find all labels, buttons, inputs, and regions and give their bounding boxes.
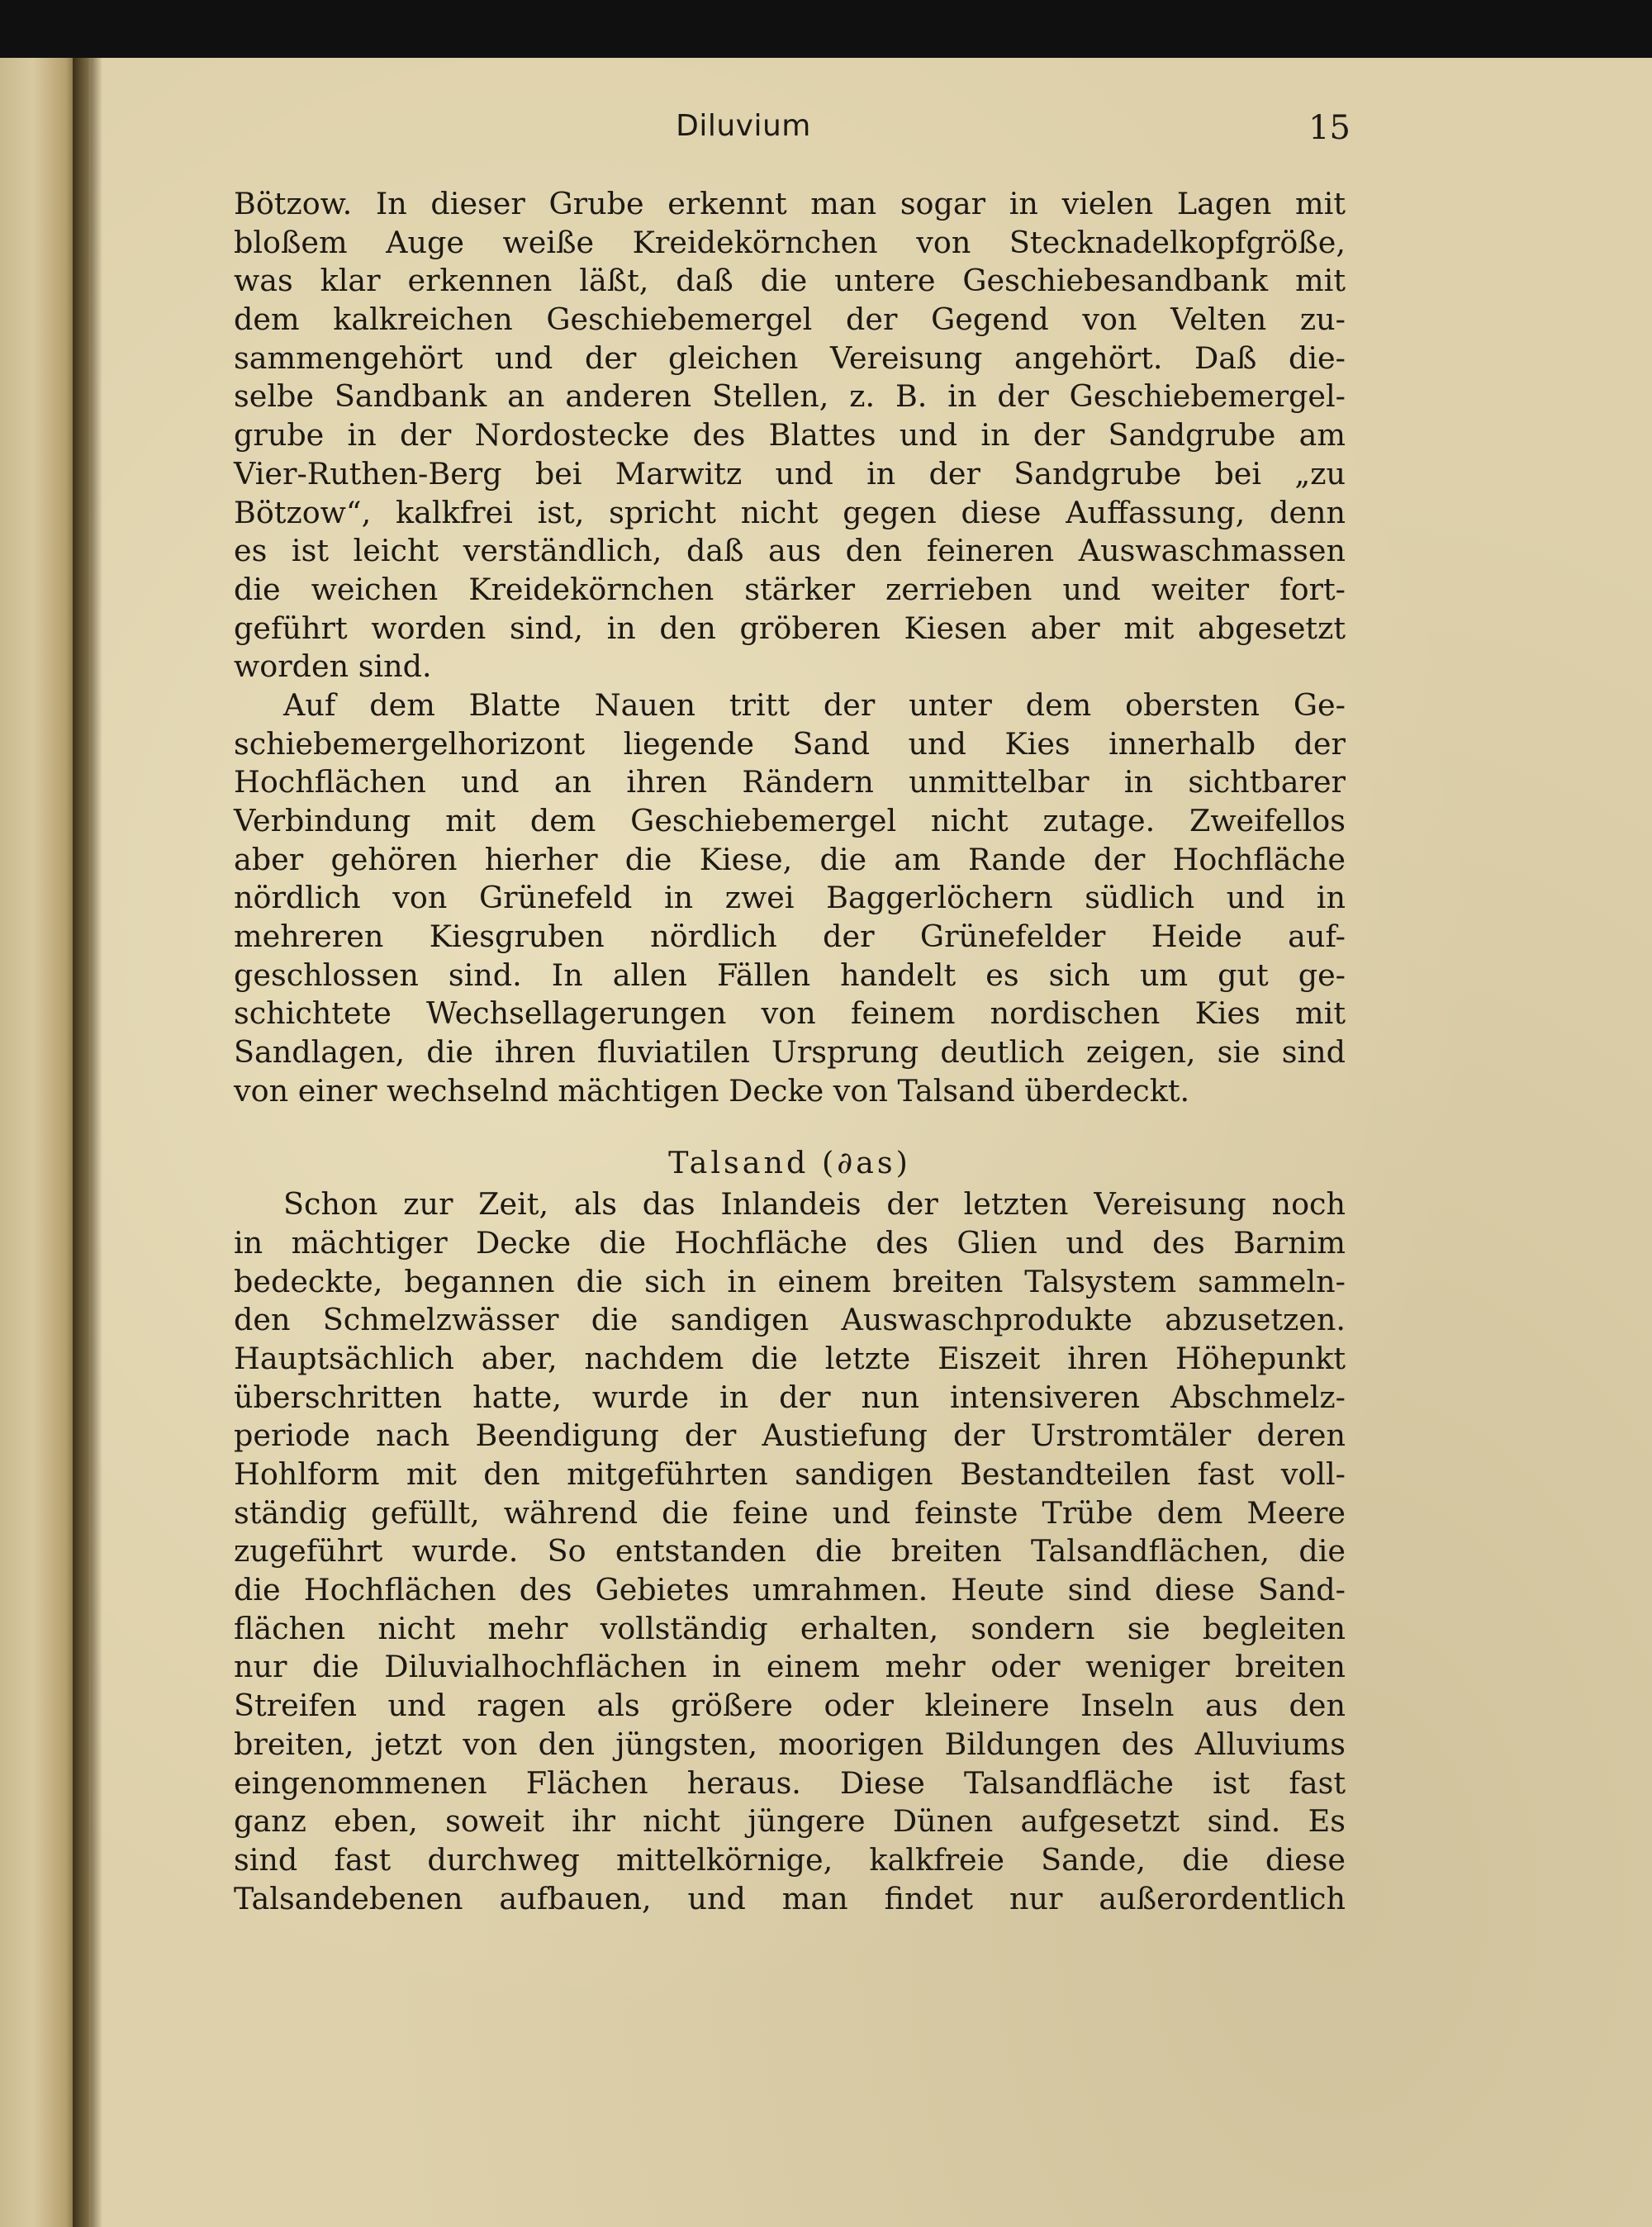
- text-line: überschritten hatte, wurde in der nun intensiveren Abschmelz-: [234, 1379, 1346, 1415]
- text-line: ganz eben, soweit ihr nicht jüngere Dünen aufgesetzt sind. Es: [234, 1803, 1346, 1840]
- running-title: Diluvium: [676, 109, 811, 143]
- text-line: Verbindung mit dem Geschiebemergel nicht zutage. Zweifellos: [234, 803, 1346, 838]
- text-line: es ist leicht verständlich, daß aus den feineren Auswaschmassen: [234, 533, 1346, 569]
- page-gutter-shadow: [91, 58, 102, 2227]
- text-line: nur die Diluvialhochflächen in einem mehr oder weniger breiten: [234, 1649, 1346, 1685]
- text-line: eingenommenen Flächen heraus. Diese Talsandfläche ist fast: [234, 1764, 1346, 1801]
- page-number: 15: [1308, 109, 1351, 147]
- text-line: worden sind.: [234, 648, 432, 685]
- text-line: den Schmelzwässer die sandigen Auswaschprodukte abzusetzen.: [234, 1302, 1346, 1338]
- text-line: Hohlform mit den mitgeführten sandigen Bestandteilen fast voll-: [234, 1456, 1346, 1492]
- text-line: schiebemergelhorizont liegende Sand und Kies innerhalb der: [234, 725, 1346, 762]
- text-line: die Hochflächen des Gebietes umrahmen. Heute sind diese Sand-: [234, 1572, 1346, 1608]
- text-line: flächen nicht mehr vollständig erhalten, sondern sie begleiten: [234, 1610, 1346, 1646]
- text-line: aber gehören hierher die Kiese, die am Rande der Hochfläche: [234, 841, 1346, 877]
- running-header: [136, 109, 1351, 150]
- text-line: sind fast durchweg mittelkörnige, kalkfreie Sande, die diese: [234, 1841, 1346, 1878]
- text-line: in mächtiger Decke die Hochfläche des Glien und des Barnim: [234, 1224, 1346, 1261]
- text-line: dem kalkreichen Geschiebemergel der Gegend von Velten zu-: [234, 302, 1346, 338]
- text-line: geführt worden sind, in den gröberen Kiesen aber mit abgesetzt: [234, 610, 1346, 646]
- text-line: periode nach Beendigung der Austiefung der Urstromtäler deren: [234, 1417, 1346, 1454]
- text-line: schichtete Wechsellagerungen von feinem nordischen Kies mit: [234, 995, 1346, 1032]
- text-line: was klar erkennen läßt, daß die untere Geschiebesandbank mit: [234, 263, 1346, 299]
- text-line: ständig gefüllt, während die feine und feinste Trübe dem Meere: [234, 1494, 1346, 1531]
- text-line: Streifen und ragen als größere oder kleinere Inseln aus den: [234, 1688, 1346, 1724]
- text-line: Bötzow. In dieser Grube erkennt man sogar in vielen Lagen mit: [234, 186, 1346, 221]
- facing-page-edge: [0, 58, 83, 2227]
- paragraph-3: [234, 1185, 1346, 1918]
- text-line: Hochflächen und an ihren Rändern unmittelbar in sichtbarer: [234, 764, 1346, 800]
- paragraph-1: [234, 185, 1346, 686]
- section-heading: Talsand (∂as): [668, 1144, 911, 1180]
- text-line: zugeführt wurde. So entstanden die breiten Talsandflächen, die: [234, 1533, 1346, 1569]
- text-line: von einer wechselnd mächtigen Decke von Talsand überdeckt.: [234, 1072, 1190, 1109]
- text-line: Vier-Ruthen-Berg bei Marwitz und in der Sandgrube bei „zu: [234, 455, 1346, 491]
- text-line: selbe Sandbank an anderen Stellen, z. B. in der Geschiebemergel-: [234, 378, 1346, 415]
- text-line: nördlich von Grünefeld in zwei Baggerlöchern südlich und in: [234, 880, 1346, 916]
- text-line: grube in der Nordostecke des Blattes und in der Sandgrube am: [234, 417, 1346, 453]
- text-line: bloßem Auge weiße Kreidekörnchen von Stecknadelkopfgröße,: [234, 224, 1346, 260]
- text-line: Sandlagen, die ihren fluviatilen Ursprung deutlich zeigen, sie sind: [234, 1034, 1346, 1071]
- text-line: Auf dem Blatte Nauen tritt der unter dem obersten Ge-: [283, 686, 1346, 723]
- text-line: Hauptsächlich aber, nachdem die letzte Eiszeit ihren Höhepunkt: [234, 1340, 1346, 1376]
- text-line: mehreren Kiesgruben nördlich der Grünefelder Heide auf-: [234, 919, 1346, 955]
- text-line: breiten, jetzt von den jüngsten, moorigen Bildungen des Alluviums: [234, 1726, 1346, 1762]
- text-line: Bötzow“, kalkfrei ist, spricht nicht gegen diese Auffassung, denn: [234, 494, 1346, 530]
- body-text: [234, 185, 1346, 1918]
- text-line: sammengehört und der gleichen Vereisung angehört. Daß die-: [234, 340, 1346, 376]
- text-line: bedeckte, begannen die sich in einem breiten Talsystem sammeln-: [234, 1263, 1346, 1299]
- text-line: Talsandebenen aufbauen, und man findet nur außerordentlich: [234, 1880, 1346, 1916]
- paragraph-2: [234, 686, 1346, 1111]
- text-line: Schon zur Zeit, als das Inlandeis der letzten Vereisung noch: [283, 1186, 1346, 1223]
- text-line: die weichen Kreidekörnchen stärker zerrieben und weiter fort-: [234, 571, 1346, 607]
- text-line: geschlossen sind. In allen Fällen handelt es sich um gut ge-: [234, 957, 1346, 993]
